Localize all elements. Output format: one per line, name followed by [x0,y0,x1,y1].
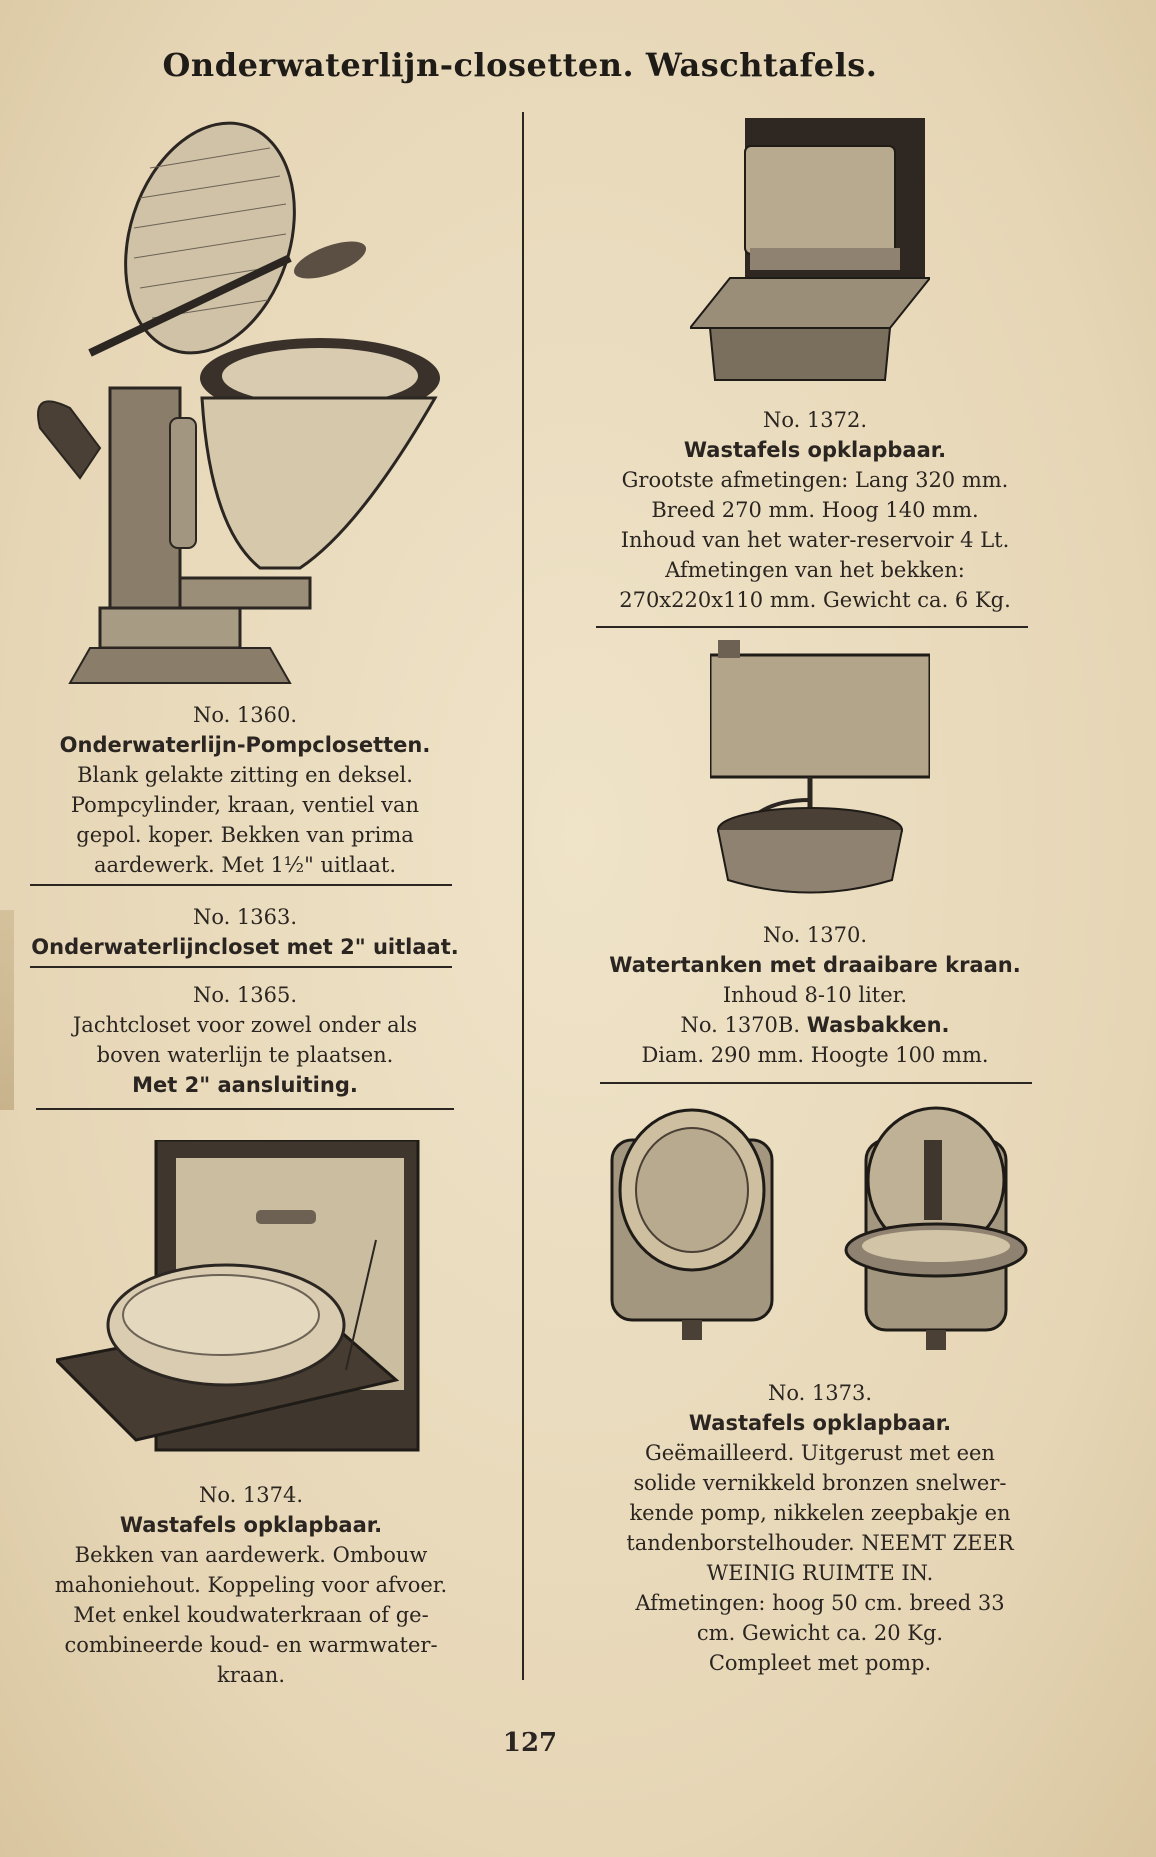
item-line: boven waterlijn te plaatsen. [96,1043,394,1067]
item-line: kraan. [216,1663,285,1687]
item-line: Met enkel koudwaterkraan of ge- [73,1603,429,1627]
item-1360 [30,700,460,880]
item-line: Pompcylinder, kraan, ventiel van [70,793,420,817]
item-line: Afmetingen: hoog 50 cm. breed 33 [635,1591,1005,1615]
item-line: Afmetingen van het bekken: [665,558,965,582]
item-line: WEINIG RUIMTE IN. [706,1561,934,1585]
item-number: No. 1374. [198,1483,304,1507]
item-1372 [590,405,1040,615]
item-number: No. 1373. [767,1381,873,1405]
item-sub-heading: Wasbakken. [806,1013,950,1037]
item-line: gepol. koper. Bekken van prima [76,823,414,847]
item-heading: Watertanken met draaibare kraan. [609,953,1021,977]
item-1370 [590,920,1040,1070]
item-number: No. 1372. [762,408,868,432]
enamel-washstand-illustration [606,1100,1036,1360]
section-rule [30,884,452,886]
item-heading: Wastafels opklapbaar. [688,1411,952,1435]
section-rule [30,966,452,968]
item-line: Bekken van aardewerk. Ombouw [74,1543,428,1567]
item-line: 270x220x110 mm. Gewicht ca. 6 Kg. [619,588,1011,612]
item-1374 [36,1480,466,1690]
item-line: Breed 270 mm. Hoog 140 mm. [651,498,979,522]
item-number: No. 1365. [192,983,298,1007]
water-tank-illustration [710,640,930,900]
item-number: No. 1360. [192,703,298,727]
item-line: Diam. 290 mm. Hoogte 100 mm. [641,1043,989,1067]
item-heading: Wastafels opklapbaar. [119,1513,383,1537]
item-number: No. 1370. [762,923,868,947]
item-subline [590,1010,1040,1040]
item-line: tandenborstelhouder. NEEMT ZEER [626,1531,1014,1555]
page-title: Onderwaterlijn-closetten. Waschtafels. [162,46,878,84]
binding-edge [0,910,14,1110]
folding-washstand-illustration [56,1140,426,1460]
item-line: solide vernikkeld bronzen snelwer- [633,1471,1007,1495]
section-rule [600,1082,1032,1084]
item-number: No. 1363. [192,905,298,929]
washstand-1372-illustration [690,118,930,388]
page-number: 127 [502,1728,558,1758]
item-heading: Onderwaterlijncloset met 2" uitlaat. [31,935,459,959]
item-heading: Wastafels opklapbaar. [683,438,947,462]
item-line: Inhoud van het water-reservoir 4 Lt. [620,528,1010,552]
column-divider [522,112,524,1680]
item-line: kende pomp, nikkelen zeepbakje en [629,1501,1011,1525]
item-1373 [590,1378,1050,1678]
pump-closet-illustration [30,108,460,698]
section-rule [596,626,1028,628]
item-line: cm. Gewicht ca. 20 Kg. [696,1621,944,1645]
section-rule [36,1108,454,1110]
item-line: combineerde koud- en warmwater- [64,1633,438,1657]
item-line: Blank gelakte zitting en deksel. [77,763,413,787]
item-bold-line: Met 2" aansluiting. [132,1073,358,1097]
item-line: Inhoud 8-10 liter. [722,983,908,1007]
item-sub-number: No. 1370B. [680,1013,801,1037]
item-line: Geëmailleerd. Uitgerust met een [645,1441,995,1465]
item-line: Grootste afmetingen: Lang 320 mm. [621,468,1009,492]
item-heading: Onderwaterlijn-Pompclosetten. [59,733,431,757]
item-1363 [30,902,460,962]
item-line: mahoniehout. Koppeling voor afvoer. [54,1573,448,1597]
item-line: aardewerk. Met 1½" uitlaat. [93,853,397,877]
item-line: Jachtcloset voor zowel onder als [72,1013,418,1037]
item-line: Compleet met pomp. [708,1651,932,1675]
item-1365 [30,980,460,1100]
